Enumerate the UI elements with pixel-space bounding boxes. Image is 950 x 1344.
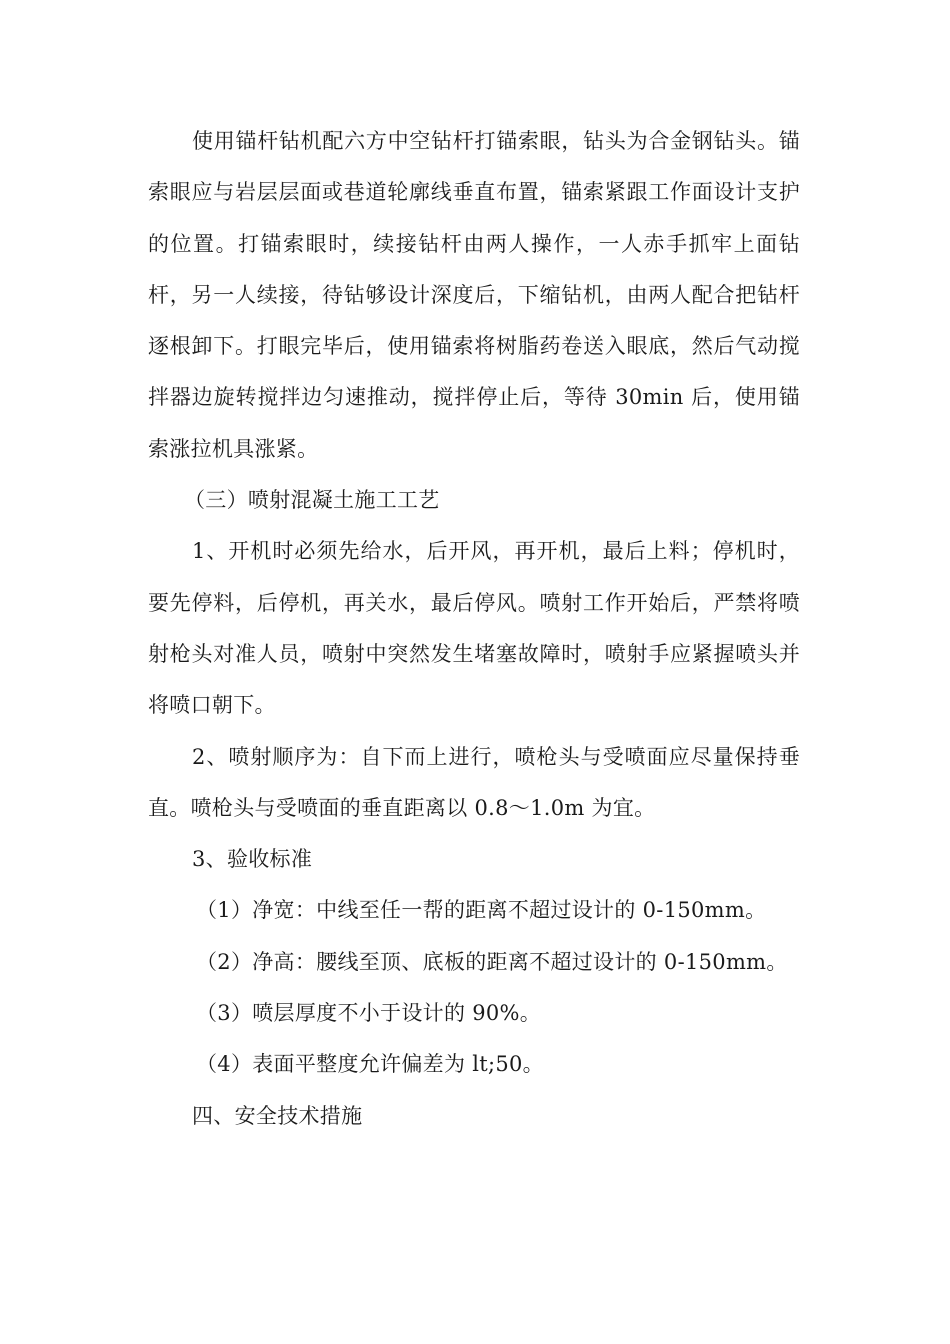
criterion-net-height: （2）净高：腰线至顶、底板的距离不超过设计的 0-150mm。 [196, 949, 788, 974]
criterion-net-width: （1）净宽：中线至任一帮的距离不超过设计的 0-150mm。 [196, 898, 767, 923]
document-page [148, 116, 800, 1142]
paragraph-item-3: 3、验收标准 [192, 847, 313, 872]
section-heading-shotcrete: （三）喷射混凝土施工工艺 [184, 488, 440, 513]
paragraph-anchor-drilling: 使用锚杆钻机配六方中空钻杆打锚索眼，钻头为合金钢钻头。锚索眼应与岩层层面或巷道轮廓线垂直布置，锚索紧跟工作面设计支护的位置。打锚索眼时，续接钻杆由两人操作，一人赤手抓牢上面钻杆，另一人续接，待钻够设计深度后，下缩钻机，由两人配合把钻杆逐根卸下。打眼完毕后，使用锚索将树脂药卷送入眼底，然后气动搅拌器边旋转搅拌边匀速推动，搅拌停止后，等待 30min 后，使用锚索涨拉机具涨紧。 [148, 129, 800, 461]
paragraph-item-1: 1、开机时必须先给水，后开风，再开机，最后上料；停机时，要先停料，后停机，再关水，最后停风。喷射工作开始后，严禁将喷射枪头对准人员，喷射中突然发生堵塞故障时，喷射手应紧握喷头并将喷口朝下。 [148, 539, 800, 718]
paragraph-item-2: 2、喷射顺序为：自下而上进行，喷枪头与受喷面应尽量保持垂直。喷枪头与受喷面的垂直距离以 0.8～1.0m 为宜。 [148, 744, 800, 820]
criterion-layer-thickness: （3）喷层厚度不小于设计的 90%。 [196, 1001, 542, 1026]
section-heading-safety: 四、安全技术措施 [192, 1103, 363, 1128]
criterion-surface-flatness: （4）表面平整度允许偏差为 lt;50。 [196, 1052, 544, 1077]
